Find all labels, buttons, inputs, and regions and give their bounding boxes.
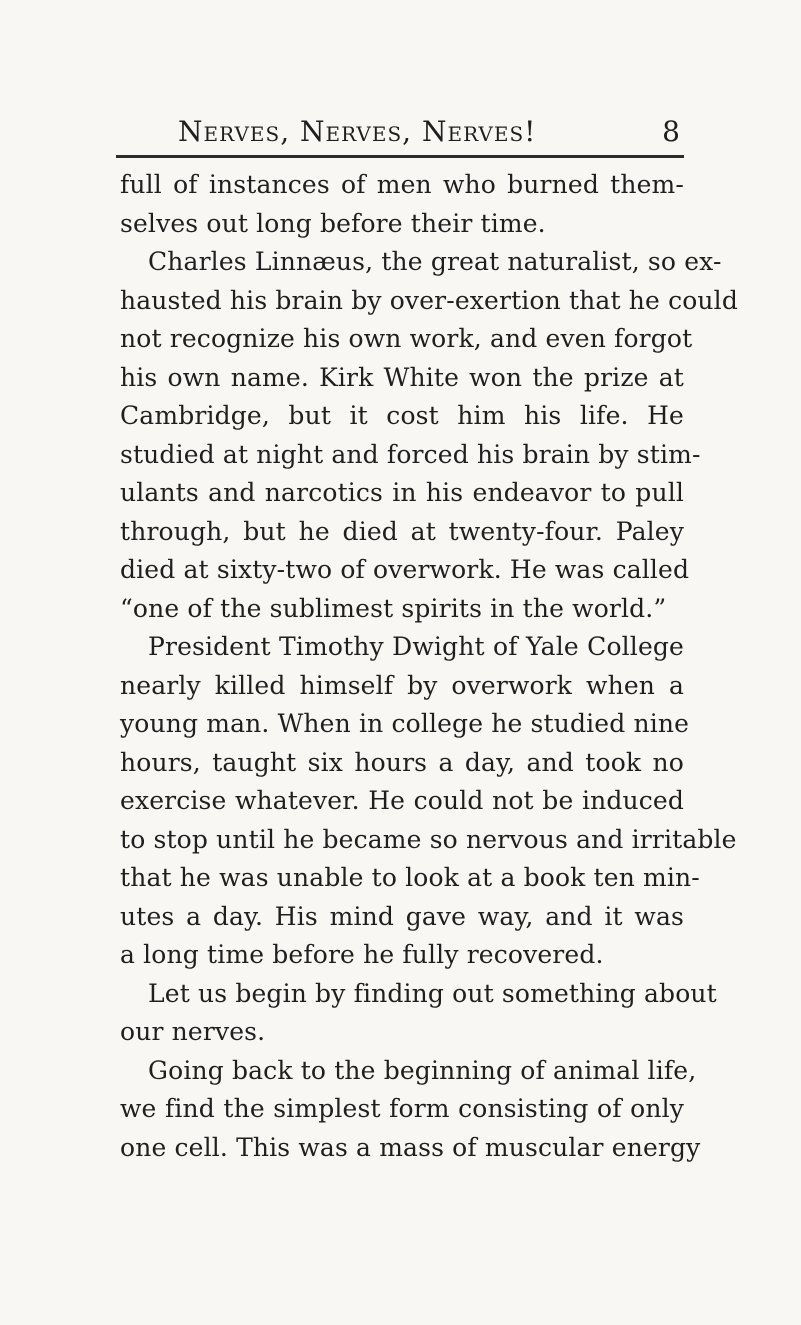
text-line: died at sixty-two of overwork. He was called (120, 555, 690, 584)
text-line: one cell. This was a mass of muscular energy (120, 1132, 701, 1162)
text-line: his own name. Kirk White won the prize at (120, 362, 684, 392)
text-line: ulants and narcotics in his endeavor to pull (120, 478, 684, 507)
running-head (120, 114, 685, 154)
text-line: studied at night and forced his brain by stim- (120, 439, 701, 469)
text-line: through, but he died at twenty-four. Paley (120, 516, 684, 546)
text-line: that he was unable to look at a book ten min- (120, 863, 700, 892)
running-title: Nerves, Nerves, Nerves! (178, 115, 537, 148)
text-line: Let us begin by finding out something about (148, 978, 717, 1008)
text-line: exercise whatever. He could not be induced (120, 786, 684, 815)
header-rule (116, 155, 684, 158)
text-line: not recognize his own work, and even forgot (120, 324, 693, 353)
text-line: Going back to the beginning of animal life, (148, 1055, 697, 1085)
text-line: hausted his brain by over-exertion that he could (120, 285, 738, 315)
page-number: 8 (662, 115, 680, 148)
body-text (120, 166, 738, 1167)
text-line: we find the simplest form consisting of only (120, 1094, 684, 1123)
text-line: full of instances of men who burned them- (120, 170, 684, 199)
text-line: nearly killed himself by overwork when a (120, 670, 684, 700)
text-line: President Timothy Dwight of Yale College (148, 632, 684, 661)
text-line: Charles Linnæus, the great naturalist, so ex- (148, 247, 722, 276)
text-line: “one of the sublimest spirits in the world.” (120, 593, 667, 623)
text-line: hours, taught six hours a day, and took no (120, 747, 684, 777)
text-line: to stop until he became so nervous and irritable (120, 824, 737, 854)
text-line: utes a day. His mind gave way, and it was (120, 901, 684, 931)
text-line: young man. When in college he studied nine (120, 709, 690, 738)
text-line: Cambridge, but it cost him his life. He (120, 401, 684, 430)
text-line: selves out long before their time. (120, 208, 546, 238)
text-line: a long time before he fully recovered. (120, 940, 604, 969)
text-line: our nerves. (120, 1017, 266, 1046)
